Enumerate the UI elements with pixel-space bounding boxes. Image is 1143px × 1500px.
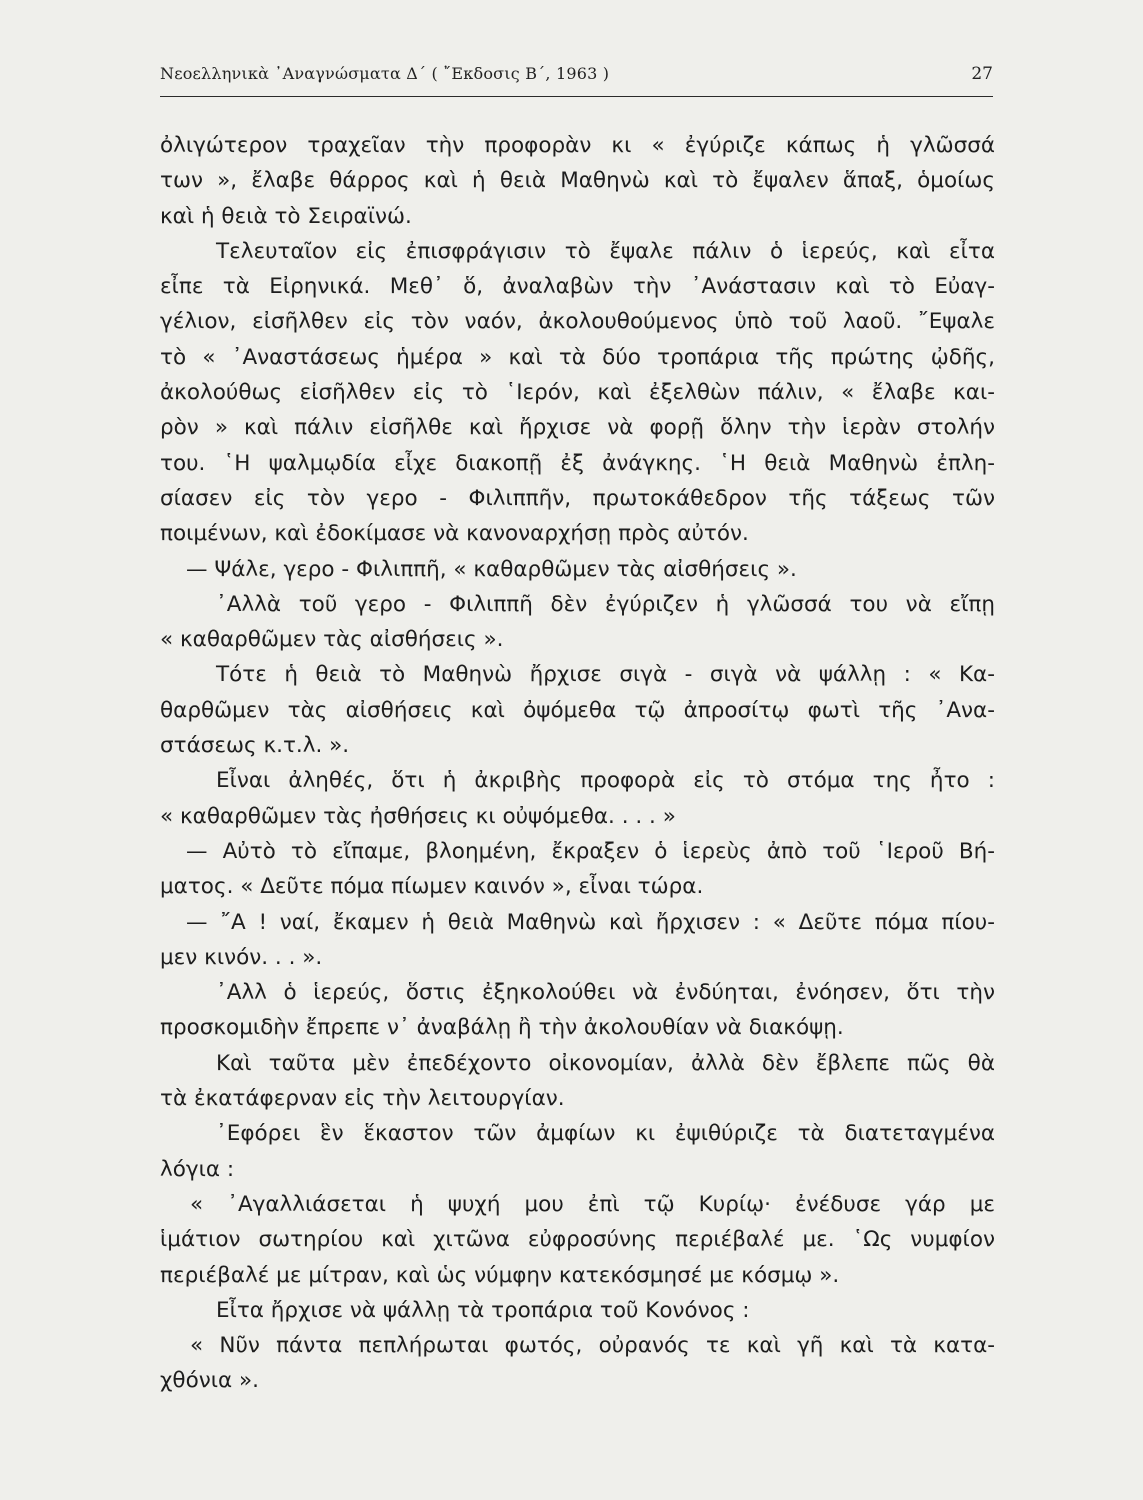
text-line: — ῎Α ! ναί, ἔκαμεν ἡ θειὰ Μαθηνὼ καὶ ἤρχισεν : « Δεῦτε πόμα πίου-	[186, 909, 995, 935]
text-line: ἀκολούθως εἰσῆλθεν εἰς τὸ ῾Ιερόν, καὶ ἐξελθὼν πάλιν, « ἔλαβε και-	[160, 380, 995, 406]
text-line: — Αὐτὸ τὸ εἴπαμε, βλοημένη, ἔκραξεν ὁ ἱερεὺς ἀπὸ τοῦ ῾Ιεροῦ Βή-	[186, 838, 995, 864]
text-line: περιέβαλέ με μίτραν, καὶ ὡς νύμφην κατεκόσμησέ με κόσμῳ ».	[160, 1262, 840, 1288]
body-text	[160, 128, 995, 1399]
text-line: τὸ « ᾿Αναστάσεως ἡμέρα » καὶ τὰ δύο τροπάρια τῆς πρώτης ᾠδῆς,	[160, 344, 995, 370]
text-line: προσκομιδὴν ἔπρεπε ν᾿ ἀναβάλῃ ἢ τὴν ἀκολουθίαν νὰ διακόψῃ.	[160, 1015, 844, 1041]
text-line: Καὶ ταῦτα μὲν ἐπεδέχοντο οἰκονομίαν, ἀλλὰ δὲν ἔβλεπε πῶς θὰ	[216, 1050, 995, 1076]
text-line: των », ἔλαβε θάρρος καὶ ἡ θειὰ Μαθηνὼ καὶ τὸ ἔψαλεν ἅπαξ, ὁμοίως	[160, 168, 995, 194]
page-number: 27	[971, 64, 993, 84]
text-line: στάσεως κ.τ.λ. ».	[160, 733, 350, 759]
text-line: Τελευταῖον εἰς ἐπισφράγισιν τὸ ἔψαλε πάλιν ὁ ἱερεύς, καὶ εἶτα	[216, 238, 995, 264]
text-line: ὀλιγώτερον τραχεῖαν τὴν προφορὰν κι « ἐγύριζε κάπως ἡ γλῶσσά	[160, 133, 995, 158]
text-line: « καθαρθῶμεν τὰς ἠσθήσεις κι οὐψόμεθα. . . . »	[160, 803, 676, 829]
page-header	[160, 62, 993, 97]
running-title: Νεοελληνικὰ ᾿Αναγνώσματα Δ΄ ( ῎Εκδοσις Β΄, 1963 )	[160, 64, 610, 83]
text-line: — Ψάλε, γερο - Φιλιππῆ, « καθαρθῶμεν τὰς αἰσθήσεις ».	[186, 556, 797, 582]
text-line: « ᾿Αγαλλιάσεται ἡ ψυχή μου ἐπὶ τῷ Κυρίῳ· ἐνέδυσε γάρ με	[190, 1191, 995, 1217]
text-line: μεν κινόν. . . ».	[160, 944, 323, 970]
text-line: τὰ ἐκατάφερναν εἰς τὴν λειτουργίαν.	[160, 1086, 565, 1112]
text-line: ρὸν » καὶ πάλιν εἰσῆλθε καὶ ἤρχισε νὰ φορῇ ὅλην τὴν ἱερὰν στολήν	[160, 415, 995, 441]
text-line: ποιμένων, καὶ ἐδοκίμασε νὰ κανοναρχήσῃ πρὸς αὐτόν.	[160, 521, 749, 547]
text-line: γέλιον, εἰσῆλθεν εἰς τὸν ναόν, ἀκολουθούμενος ὑπὸ τοῦ λαοῦ. ῎Εψαλε	[160, 309, 995, 335]
text-line: Τότε ἡ θειὰ τὸ Μαθηνὼ ἤρχισε σιγὰ - σιγὰ νὰ ψάλλῃ : « Κα-	[216, 662, 995, 688]
text-line: « καθαρθῶμεν τὰς αἰσθήσεις ».	[160, 627, 504, 653]
text-line: ᾿Εφόρει ἓν ἕκαστον τῶν ἀμφίων κι ἐψιθύριζε τὰ διατεταγμένα	[216, 1121, 995, 1147]
text-line: ᾿Αλλὰ τοῦ γερο - Φιλιππῆ δὲν ἐγύριζεν ἡ γλῶσσά του νὰ εἴπῃ	[216, 591, 995, 617]
text-line: ματος. « Δεῦτε πόμα πίωμεν καινόν », εἶναι τώρα.	[160, 874, 704, 900]
text-line: χθόνια ».	[160, 1368, 260, 1394]
text-line: του. ῾Η ψαλμῳδία εἶχε διακοπῇ ἐξ ἀνάγκης. ῾Η θειὰ Μαθηνὼ ἐπλη-	[160, 450, 995, 476]
text-line: σίασεν εἰς τὸν γερο - Φιλιππῆν, πρωτοκάθεδρον τῆς τάξεως τῶν	[160, 485, 995, 511]
text-line: ᾿Αλλ ὁ ἱερεύς, ὅστις ἐξηκολούθει νὰ ἐνδύηται, ἐνόησεν, ὅτι τὴν	[216, 980, 995, 1006]
text-line: εἶπε τὰ Εἰρηνικά. Μεθ᾿ ὅ, ἀναλαβὼν τὴν ᾿Ανάστασιν καὶ τὸ Εὐαγ-	[160, 274, 995, 300]
text-line: Εἶναι ἀληθές, ὅτι ἡ ἀκριβὴς προφορὰ εἰς τὸ στόμα της ἦτο :	[216, 768, 995, 794]
text-line: ἱμάτιον σωτηρίου καὶ χιτῶνα εὐφροσύνης περιέβαλέ με. ῾Ως νυμφίον	[160, 1227, 995, 1253]
text-line: Εἶτα ἤρχισε νὰ ψάλλῃ τὰ τροπάρια τοῦ Κονόνος :	[216, 1297, 750, 1323]
text-line: καὶ ἡ θειὰ τὸ Σειραϊνώ.	[160, 203, 412, 229]
text-line: « Νῦν πάντα πεπλήρωται φωτός, οὐρανός τε καὶ γῆ καὶ τὰ κατα-	[190, 1333, 995, 1359]
text-line: θαρθῶμεν τὰς αἰσθήσεις καὶ ὀψόμεθα τῷ ἀπροσίτῳ φωτὶ τῆς ᾿Ανα-	[160, 697, 995, 723]
text-line: λόγια :	[160, 1156, 235, 1182]
